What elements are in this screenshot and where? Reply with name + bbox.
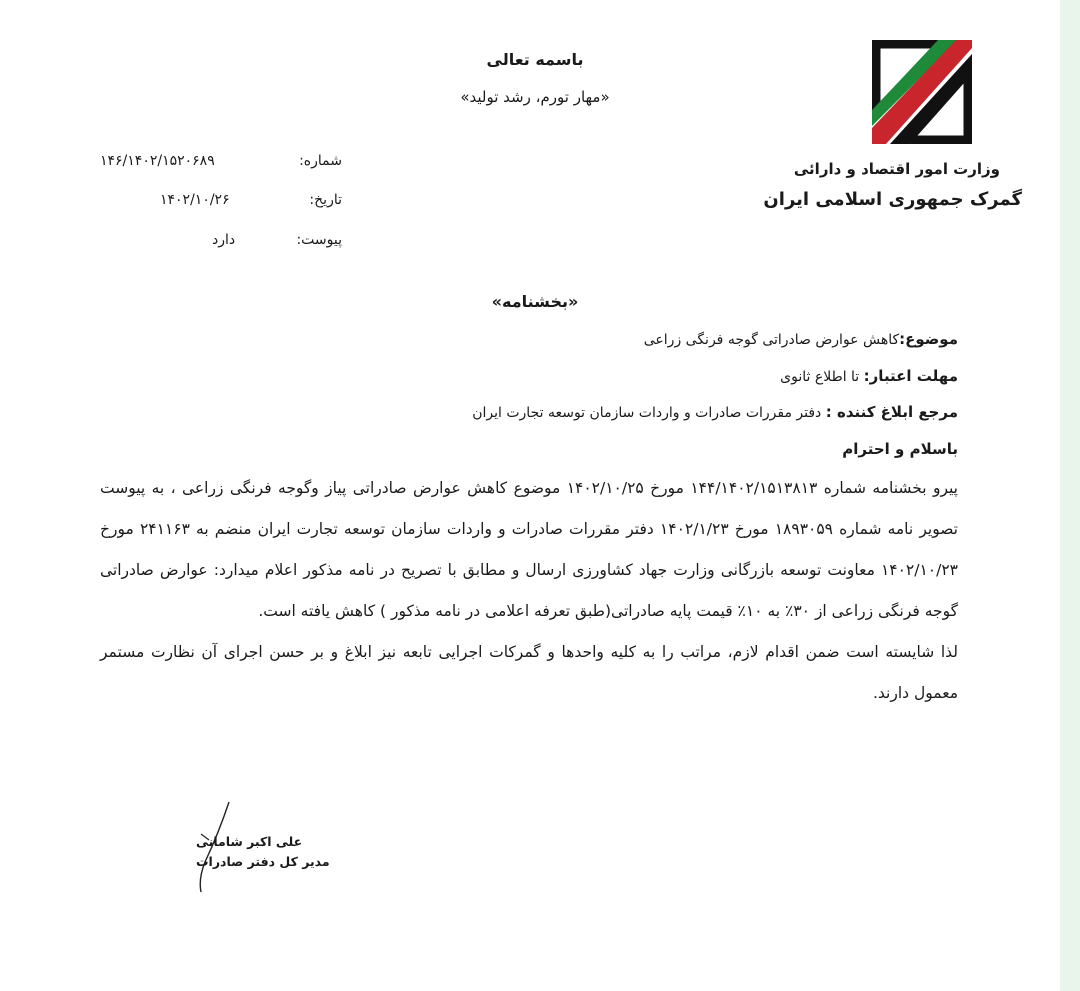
- date-value: ۱۴۰۲/۱۰/۲۶: [160, 192, 230, 208]
- body-paragraph-2: لذا شایسته است ضمن اقدام لازم، مراتب را به کلیه واحدها و گمرکات اجرایی تابعه نیز ابلاغ و بر حسن اجرای آن نظارت مستمر معمول دارند.: [100, 643, 958, 702]
- attachment-value: دارد: [212, 232, 236, 248]
- side-strip: [1060, 0, 1080, 991]
- greeting: باسلام و احترام: [842, 440, 958, 458]
- ministry-name: وزارت امور اقتصاد و دارائی: [793, 160, 1000, 178]
- date-label: تاریخ:: [309, 192, 342, 208]
- number-label: شماره:: [299, 153, 342, 169]
- authority-label: مرجع ابلاغ کننده :: [825, 403, 958, 421]
- authority-line: [472, 403, 958, 421]
- circular-title: «بخشنامه»: [491, 292, 579, 311]
- slogan: «مهار تورم، رشد تولید»: [460, 88, 610, 106]
- subject-line: [644, 330, 958, 348]
- validity-line: [780, 367, 958, 385]
- customs-logo-icon: [872, 40, 972, 144]
- subject-label: موضوع:: [899, 330, 958, 348]
- body-paragraph-1: پیرو بخشنامه شماره ۱۴۴/۱۴۰۲/۱۵۱۳۸۱۳ مورخ ۱۴۰۲/۱۰/۲۵ موضوع کاهش عوارض صادراتی پیاز وگوجه فرنگی زراعی ، به پیوست تصویر نامه شماره ۱۸۹۳۰۵۹ مورخ ۱۴۰۲/۱/۲۳ دفتر مقررات صادرات و واردات سازمان توسعه تجارت ایران منضم به ۲۴۱۱۶۳ مورخ ۱۴۰۲/۱۰/۲۳ معاونت توسعه بازرگانی وزارت جهاد کشاورزی ارسال و مطابق با تصریح در نامه مذکور اعلام میدارد: عوارض صادراتی گوجه فرنگی زراعی از ۳۰٪ به ۱۰٪ قیمت پایه صادراتی(طبق تعرفه اعلامی در نامه مذکور ) کاهش یافته است.: [100, 479, 958, 620]
- organization-name: گمرک جمهوری اسلامی ایران: [763, 189, 1022, 210]
- subject-value: کاهش عوارض صادراتی گوجه فرنگی زراعی: [643, 332, 900, 348]
- number-value: ۱۴۶/۱۴۰۲/۱۵۲۰۶۸۹: [100, 153, 215, 169]
- validity-value: تا اطلاع ثانوی: [780, 369, 860, 385]
- signatory-name: علی اکبر شامانی: [196, 834, 303, 849]
- signatory-title: مدیر کل دفتر صادرات: [196, 854, 330, 869]
- bismillah-heading: باسمه تعالی: [486, 50, 584, 69]
- body-text: [100, 468, 958, 714]
- attachment-label: پیوست:: [296, 232, 342, 248]
- authority-value: دفتر مقررات صادرات و واردات سازمان توسعه تجارت ایران: [472, 405, 822, 421]
- validity-label: مهلت اعتبار:: [863, 367, 958, 385]
